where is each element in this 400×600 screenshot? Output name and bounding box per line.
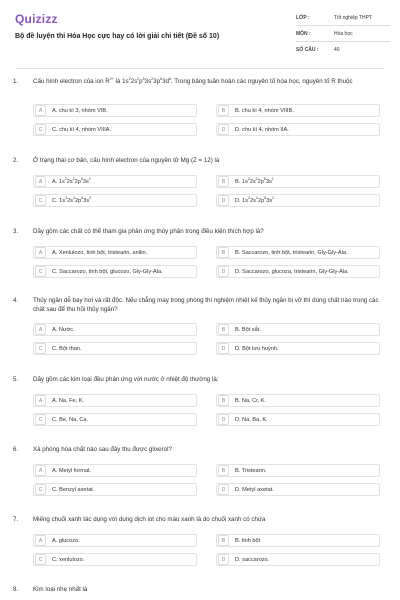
option-text: A. $1s^22s^22p^63s^1$ [52, 176, 91, 185]
option-letter-badge: C [35, 414, 46, 425]
option-letter-badge: C [35, 266, 46, 277]
question-number: 5. [13, 376, 19, 383]
option-letter-badge: A [35, 535, 46, 546]
option-letter-badge: C [35, 484, 46, 495]
option-text: A. chu kì 3, nhóm VIB. [52, 107, 108, 114]
option-text: B. Tristearin. [235, 467, 267, 474]
option-text: D. $1s^22s^22p^63s^2$ [235, 195, 275, 204]
answer-option-d[interactable] [216, 265, 380, 278]
answer-option-c[interactable] [33, 483, 197, 496]
question-text: Ở trạng thái cơ bản, cấu hình electron của nguyên tử Mg (Z = 12) là [33, 157, 220, 164]
option-text: D. chu kì 4, nhóm IIA. [235, 126, 289, 133]
info-value: Hóa học [334, 30, 353, 37]
answer-option-d[interactable] [216, 194, 380, 207]
answer-option-c[interactable] [33, 413, 197, 426]
answer-option-a[interactable] [33, 175, 197, 188]
option-text: C. chu kì 4, nhóm VIIIA. [52, 126, 112, 133]
answer-option-b[interactable] [216, 323, 380, 336]
answer-option-b[interactable] [216, 534, 380, 547]
option-text: A. Metyl format. [52, 467, 92, 474]
answer-option-d[interactable] [216, 123, 380, 136]
option-text: C. Be, Na, Ca. [52, 416, 89, 423]
question-number: 6. [13, 446, 19, 453]
question-number: 7. [13, 516, 19, 523]
question-number: 8. [13, 586, 19, 593]
option-text: C. xenlulozo. [52, 556, 85, 563]
answer-option-a[interactable] [33, 323, 197, 336]
answer-option-d[interactable] [216, 553, 380, 566]
question-text: Cấu hình electron của ion $R^{2+}$ là $1s^22s^2p^63s^23p^63d^6$. Trong bảng tuần hoàn các nguyên tố hóa học, nguyên tố R thuộc [33, 76, 353, 85]
option-letter-badge: D [218, 195, 229, 206]
option-letter-badge: D [218, 266, 229, 277]
option-letter-badge: B [218, 247, 229, 258]
question-text: Kim loại nhẹ nhất là [33, 586, 88, 593]
question-text: Dãy gồm các chất có thể tham gia phản ứng thủy phân trong điều kiện thích hợp là? [33, 228, 264, 235]
option-letter-badge: C [35, 554, 46, 565]
answer-option-a[interactable] [33, 394, 197, 407]
option-text: D. Metyl axetat. [235, 486, 274, 493]
answer-option-b[interactable] [216, 246, 380, 259]
option-letter-badge: D [218, 414, 229, 425]
option-text: C. Saccarozo, tinh bột, glucozo, Gly-Gly-Ala. [52, 268, 163, 275]
info-row-class [296, 10, 390, 26]
option-text: B. $1s^22s^22p^63s^1$ [235, 176, 274, 185]
option-letter-badge: C [35, 124, 46, 135]
option-letter-badge: A [35, 105, 46, 116]
option-letter-badge: D [218, 124, 229, 135]
answer-option-d[interactable] [216, 342, 380, 355]
info-box [296, 10, 390, 58]
option-letter-badge: D [218, 484, 229, 495]
option-letter-badge: A [35, 176, 46, 187]
option-letter-badge: B [218, 395, 229, 406]
answer-option-b[interactable] [216, 104, 380, 117]
option-text: C. Benzyl axetat. [52, 486, 95, 493]
question-text: Xà phòng hóa chất nào sau đây thu được glixerol? [33, 446, 172, 453]
question-number: 2. [13, 157, 19, 164]
option-letter-badge: A [35, 324, 46, 335]
option-text: A. Nước. [52, 326, 75, 333]
option-text: D. saccarozo. [235, 556, 270, 563]
option-text: D. Bột lưu huỳnh. [235, 345, 279, 352]
option-text: A. glucozo. [52, 537, 80, 544]
answer-option-c[interactable] [33, 265, 197, 278]
answer-option-c[interactable] [33, 123, 197, 136]
answer-option-b[interactable] [216, 175, 380, 188]
option-letter-badge: B [218, 465, 229, 476]
answer-option-c[interactable] [33, 553, 197, 566]
option-letter-badge: D [218, 554, 229, 565]
option-text: D. Na, Ba, K. [235, 416, 268, 423]
info-row-count [296, 42, 390, 58]
page-title: Bộ đề luyện thi Hóa Học cực hay có lời giải chi tiết (Đề số 10) [15, 33, 220, 40]
info-value: 40 [334, 47, 340, 53]
question-text: Miếng chuối xanh tác dụng với dung dịch iot cho màu xanh là do chuối xanh có chứa [33, 516, 266, 523]
answer-option-a[interactable] [33, 104, 197, 117]
option-text: B. Na, Cr, K. [235, 397, 267, 404]
option-text: A. Xenlulozo, tinh bột, tristearin, anilin. [52, 249, 148, 256]
option-text: B. Bột sắt. [235, 326, 261, 333]
header-divider [15, 68, 385, 69]
option-text: A. Na, Fe, K. [52, 397, 85, 404]
answer-option-c[interactable] [33, 194, 197, 207]
option-text: C. Bột than. [52, 345, 82, 352]
option-letter-badge: C [35, 195, 46, 206]
question-text: Dãy gồm các kim loại đều phản ứng với nước ở nhiệt độ thường là: [33, 376, 219, 383]
answer-option-d[interactable] [216, 413, 380, 426]
question-number: 4. [13, 297, 19, 304]
option-letter-badge: A [35, 465, 46, 476]
answer-option-a[interactable] [33, 534, 197, 547]
option-letter-badge: D [218, 343, 229, 354]
option-letter-badge: C [35, 343, 46, 354]
info-row-subject [296, 26, 390, 42]
info-label: SỐ CÂU : [296, 47, 319, 53]
answer-option-a[interactable] [33, 464, 197, 477]
option-letter-badge: B [218, 105, 229, 116]
info-value: Tốt nghiệp THPT [334, 14, 372, 21]
info-label: LỚP : [296, 14, 310, 21]
answer-option-d[interactable] [216, 483, 380, 496]
answer-option-b[interactable] [216, 464, 380, 477]
quizizz-logo: Quizizz [15, 12, 58, 26]
option-letter-badge: A [35, 395, 46, 406]
option-text: B. Saccarozo, tinh bột, tristearin, Gly-Gly-Ala. [235, 249, 348, 256]
answer-option-b[interactable] [216, 394, 380, 407]
option-text: D. Saccarozo, glucoza, tristearin, Gly-Gly-Ala. [235, 268, 349, 275]
answer-option-a[interactable] [33, 246, 197, 259]
info-label: MÔN : [296, 30, 311, 37]
option-letter-badge: B [218, 535, 229, 546]
option-letter-badge: B [218, 324, 229, 335]
question-number: 3. [13, 228, 19, 235]
page-header [0, 0, 400, 64]
option-text: C. $1s^22s^22p^63s^2$ [52, 195, 92, 204]
question-text: Thủy ngân dễ bay hơi và rất độc. Nếu chẳng may trong phòng thí nghiệm nhiệt kế thủy ngân bị vỡ thì dùng chất nào trong các chất sau để thu hồi thủy ngân? [33, 297, 379, 313]
option-letter-badge: A [35, 247, 46, 258]
question-number: 1. [13, 78, 19, 85]
option-letter-badge: B [218, 176, 229, 187]
option-text: B. tinh bột [235, 537, 261, 544]
option-text: B. chu kì 4, nhóm VIIIB. [235, 107, 294, 114]
answer-option-c[interactable] [33, 342, 197, 355]
